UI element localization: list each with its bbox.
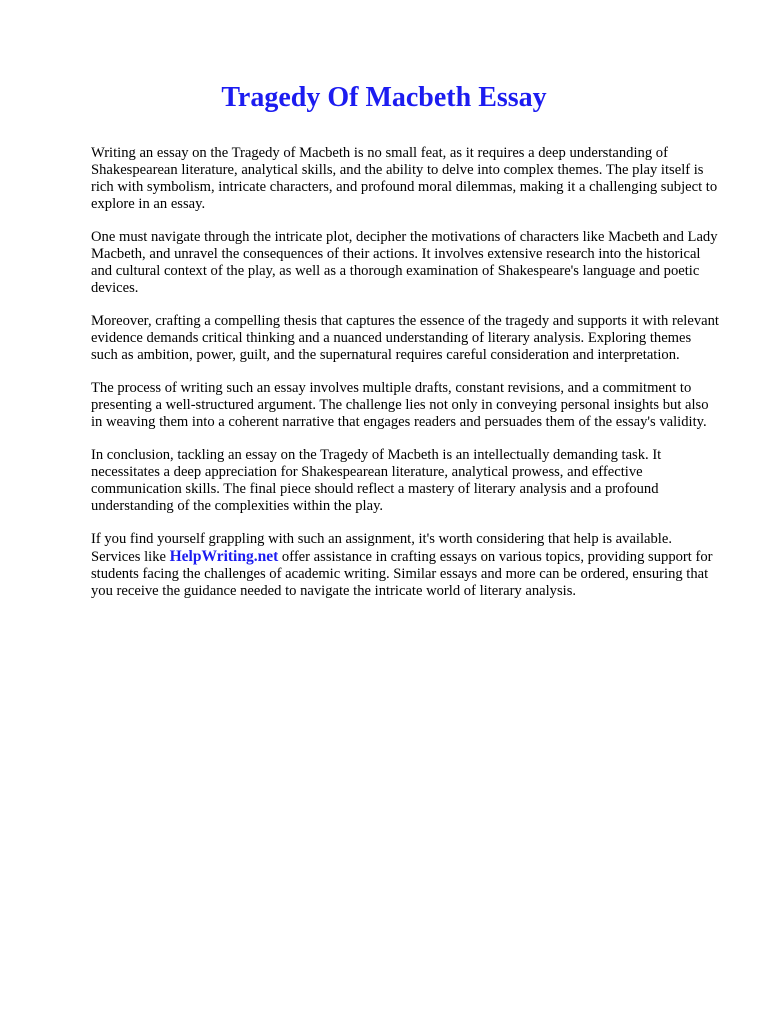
paragraph-6-after-link: offer assistance in crafting essays on various topics, providing support for students facing the challenges of academic writing. Similar essays and more can be ordered, ensuring that you receive the guidance needed to navigate the intricate world of literary analysis. — [91, 549, 713, 599]
essay-body — [91, 145, 719, 616]
helpwriting-link[interactable]: HelpWriting.net — [169, 548, 279, 565]
paragraph-6 — [91, 531, 719, 600]
paragraph-5: In conclusion, tackling an essay on the Tragedy of Macbeth is an intellectually demanding task. It necessitates a deep appreciation for Shakespearean literature, analytical prowess, and effective communication skills. The final piece should reflect a mastery of literary analysis and a profound understanding of the complexities within the play. — [91, 447, 662, 514]
paragraph-6-before-link: If you find yourself grappling with such an assignment, it's worth considering that help is available. Services like — [91, 531, 672, 565]
paragraph-3: Moreover, crafting a compelling thesis that captures the essence of the tragedy and supports it with relevant evidence demands critical thinking and a nuanced understanding of literary analysis. Exploring themes such as ambition, power, guilt, and the supernatural requires careful consideration and interpretation. — [91, 313, 719, 363]
paragraph-4: The process of writing such an essay involves multiple drafts, constant revisions, and a commitment to presenting a well-structured argument. The challenge lies not only in conveying personal insights but also in weaving them into a coherent narrative that engages readers and persuades them of the essay's validity. — [91, 380, 709, 430]
paragraph-1: Writing an essay on the Tragedy of Macbeth is no small feat, as it requires a deep understanding of Shakespearean literature, analytical skills, and the ability to delve into complex themes. The play itself is rich with symbolism, intricate characters, and profound moral dilemmas, making it a challenging subject to explore in an essay. — [91, 145, 718, 212]
paragraph-2: One must navigate through the intricate plot, decipher the motivations of characters like Macbeth and Lady Macbeth, and unravel the consequences of their actions. It involves extensive research into the historical and cultural context of the play, as well as a thorough examination of Shakespeare's language and poetic devices. — [91, 229, 718, 296]
page-title: Tragedy Of Macbeth Essay — [221, 82, 547, 113]
